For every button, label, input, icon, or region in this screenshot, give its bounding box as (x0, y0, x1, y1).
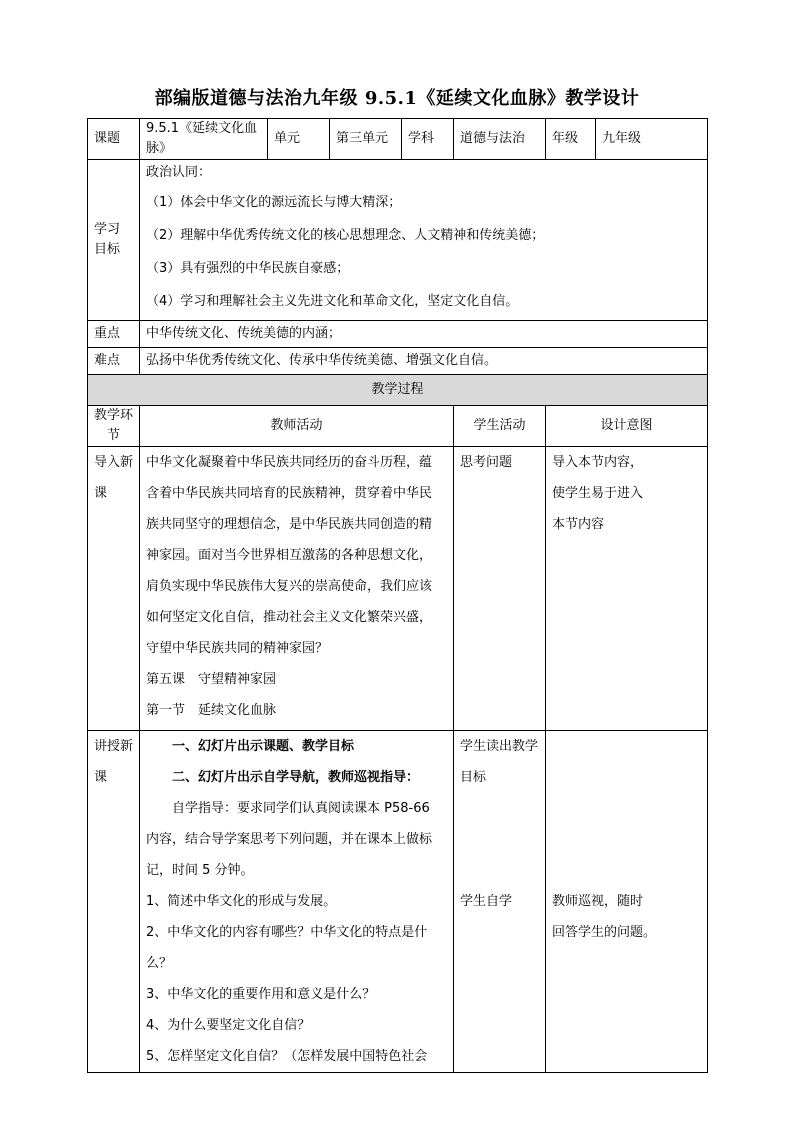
goals-content (140, 160, 708, 321)
intent-line (552, 731, 701, 762)
process-row-new-lesson (88, 731, 708, 1073)
intent-cell (546, 731, 708, 1073)
goals-row (88, 160, 708, 321)
goals-label-line: 学习 (94, 222, 121, 237)
student-line: 学生读出教学 (460, 739, 539, 754)
intent-line: 导入本节内容， (552, 455, 644, 470)
grade-value: 九年级 (596, 119, 708, 160)
subject-label: 学科 (402, 119, 454, 160)
process-header-row (88, 375, 708, 406)
teacher-line: 二、幻灯片出示自学导航，教师巡视指导： (172, 770, 420, 785)
teacher-line: 肩负实现中华民族伟大复兴的崇高使命，我们应该 (146, 579, 433, 594)
column-header-teacher: 教师活动 (140, 406, 454, 447)
student-line (460, 824, 539, 855)
teacher-line: 么？ (146, 956, 173, 971)
difficulty-label: 难点 (88, 348, 140, 375)
intent-line: 回答学生的问题。 (552, 925, 657, 940)
teacher-line: 1、简述中华文化的形成与发展。 (146, 894, 337, 909)
student-line: 思考问题 (460, 455, 513, 470)
teacher-line: 神家园。面对当今世界相互激荡的各种思想文化， (146, 548, 433, 563)
teacher-line: 含着中华民族共同培育的民族精神，贯穿着中华民 (146, 486, 433, 501)
grade-label: 年级 (546, 119, 596, 160)
teacher-line: 3、中华文化的重要作用和意义是什么？ (146, 987, 376, 1002)
teacher-activity-cell (140, 731, 454, 1073)
intent-line: 使学生易于进入 (552, 486, 644, 501)
goal-item: （1）体会中华文化的源远流长与博大精深； (146, 195, 402, 210)
goal-item: 政治认同： (146, 165, 212, 180)
lesson-plan-table (87, 118, 708, 1073)
unit-label: 单元 (268, 119, 330, 160)
teacher-line: 一、幻灯片出示课题、教学目标 (172, 739, 355, 754)
student-line (460, 855, 539, 886)
intent-line (552, 824, 701, 855)
teacher-line: 第一节 延续文化血脉 (146, 703, 277, 718)
column-header-stage: 教学环节 (88, 406, 140, 447)
unit-value: 第三单元 (330, 119, 402, 160)
student-line (460, 793, 539, 824)
teacher-line: 中华文化凝聚着中华民族共同经历的奋斗历程，蕴 (146, 455, 433, 470)
key-point-value: 中华传统文化、传统美德的内涵； (140, 321, 708, 348)
teacher-activity-cell (140, 447, 454, 731)
teacher-line: 记，时间 5 分钟。 (146, 863, 254, 878)
goal-item: （3）具有强烈的中华民族自豪感； (146, 261, 350, 276)
process-column-headers (88, 406, 708, 447)
goal-item: （4）学习和理解社会主义先进文化和革命文化，坚定文化自信。 (146, 294, 519, 309)
document-title: 部编版道德与法治九年级 9.5.1《延续文化血脉》教学设计 (154, 88, 640, 109)
teacher-line: 如何坚定文化自信，推动社会主义文化繁荣兴盛， (146, 610, 433, 625)
intent-cell (546, 447, 708, 731)
process-row-intro (88, 447, 708, 731)
difficulty-value: 弘扬中华优秀传统文化、传承中华传统美德、增强文化自信。 (140, 348, 708, 375)
lesson-value: 9.5.1《延续文化血脉》 (140, 119, 268, 160)
column-header-intent: 设计意图 (546, 406, 708, 447)
intent-line: 教师巡视，随时 (552, 894, 644, 909)
column-header-student: 学生活动 (454, 406, 546, 447)
teacher-line: 族共同坚守的理想信念，是中华民族共同创造的精 (146, 517, 433, 532)
lesson-plan-table-wrapper (87, 118, 707, 1073)
teacher-line: 守望中华民族共同的精神家园？ (146, 641, 329, 656)
info-row (88, 119, 708, 160)
student-activity-cell (454, 447, 546, 731)
key-point-label: 重点 (88, 321, 140, 348)
teacher-line: 5、怎样坚定文化自信？（怎样发展中国特色社会 (146, 1049, 428, 1064)
teacher-line: 第五课 守望精神家园 (146, 672, 277, 687)
intent-line: 本节内容 (552, 517, 605, 532)
goals-label-line: 目标 (94, 242, 121, 257)
student-line: 学生自学 (460, 894, 513, 909)
teacher-line: 4、为什么要坚定文化自信？ (146, 1018, 311, 1033)
teacher-line: 自学指导：要求同学们认真阅读课本 P58-66 (172, 801, 430, 816)
goal-item: （2）理解中华优秀传统文化的核心思想理念、人文精神和传统美德； (146, 228, 545, 243)
teacher-line: 2、中华文化的内容有哪些？中华文化的特点是什 (146, 925, 428, 940)
lesson-label: 课题 (88, 119, 140, 160)
stage-cell: 导入新课 (88, 447, 140, 731)
key-point-row (88, 321, 708, 348)
process-header: 教学过程 (88, 375, 708, 406)
intent-line (552, 793, 701, 824)
difficulty-row (88, 348, 708, 375)
teacher-line: 内容，结合导学案思考下列问题，并在课本上做标 (146, 832, 433, 847)
intent-line (552, 855, 701, 886)
stage-cell: 讲授新课 (88, 731, 140, 1073)
intent-line (552, 762, 701, 793)
subject-value: 道德与法治 (454, 119, 546, 160)
goals-label (88, 160, 140, 321)
student-activity-cell (454, 731, 546, 1073)
student-line: 目标 (460, 770, 487, 785)
